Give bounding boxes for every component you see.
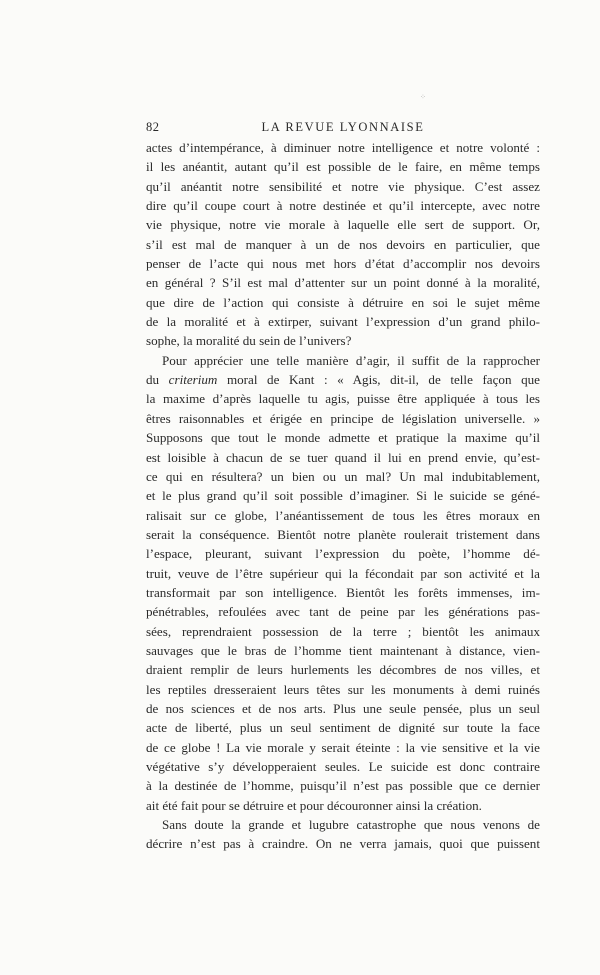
text-line: êtres raisonnables et érigée en principe de législation universelle. » [146, 410, 540, 426]
text-line: l’espace, pleurant, suivant l’expression du poète, l’homme dé- [146, 546, 540, 562]
text-line: dire qu’il coupe court à notre destinée et qu’il intercepte, avec notre [146, 198, 540, 214]
text-line: de nos sciences et de nos arts. Plus une seule pensée, plus un seul [146, 700, 540, 716]
text-line: Supposons que tout le monde admette et pratique la maxime qu’il [146, 430, 540, 446]
text-line: actes d’intempérance, à diminuer notre intelligence et notre volonté : [146, 140, 540, 155]
text-line: la maxime d’après laquelle tu agis, puisse être appliquée à tous les [146, 391, 540, 407]
text-line: à la destinée de l’homme, puisqu’il n’est pas possible que ce dernier [146, 778, 540, 794]
text-line: s’il est mal de manquer à un de nos devoirs en particulier, que [146, 236, 540, 252]
text-line: végétative s’y développeraient seules. Le suicide est donc contraire [146, 759, 540, 774]
text-line: sophe, la moralité du sein de l’univers? [146, 333, 352, 349]
text-line: sées, reprendraient possession de la terre ; bientôt les animaux [146, 623, 540, 639]
text-line: vie physique, notre vie morale à laquelle elle sert de support. Or, [146, 217, 540, 233]
text-line: ait été fait pour se détruire et pour découronner ainsi la création. [146, 797, 482, 813]
text-line: sauvages que le bras de l’homme tient maintenant à distance, vien- [146, 642, 540, 658]
ink-speck: ⁘ [420, 93, 426, 101]
text-line: les reptiles dresseraient leurs têtes sur les monuments à demi ruinés [146, 681, 540, 697]
text-line: truit, veuve de l’être supérieur qui la fécondait par son activité et la [146, 565, 540, 581]
text-line: Pour apprécier une telle manière d’agir, il suffit de la rapprocher [162, 352, 540, 368]
text-line: pénétrables, refoulées avec tant de peine par les générations pas- [146, 604, 540, 620]
text-line: acte de liberté, plus un seul sentiment de dignité sur toute la face [146, 720, 540, 736]
body-text [146, 138, 540, 854]
text-line: penser de l’acte qui nous met hors d’état d’accomplir nos devoirs [146, 256, 540, 272]
text-line: ralisait sur ce globe, l’anéantissement de tous les êtres moraux en [146, 507, 540, 523]
text-line: en général ? S’il est mal d’attenter sur un point donné à la moralité, [146, 275, 540, 291]
text-line: il les anéantit, autant qu’il est possible de le faire, en même temps [146, 159, 540, 175]
text-line: Sans doute la grande et lugubre catastrophe que nous venons de [162, 817, 540, 833]
italic-term: criterium [168, 372, 218, 388]
text-line-criterium: du criterium moral de Kant : « Agis, dit-il, de telle façon que [146, 372, 540, 388]
text-line: ce qui en résultera? un bien ou un mal? Un mal indubitablement, [146, 468, 540, 484]
text-line: de la moralité et à extirper, suivant l’expression d’un grand philo- [146, 314, 540, 330]
page-number: 82 [146, 120, 160, 134]
text-line: décrire n’est pas à craindre. On ne verra jamais, quoi que puissent [146, 836, 540, 852]
text-line: est loisible à chacun de se tuer quand il lui en prend envie, qu’est- [146, 449, 540, 465]
page-header [146, 120, 540, 138]
text-line: que dire de l’action qui consiste à détruire en soi le sujet même [146, 294, 540, 310]
running-title: LA REVUE LYONNAISE [261, 120, 425, 134]
text-line: serait la conséquence. Bientôt notre planète roulerait tristement dans [146, 526, 540, 542]
text-line: draient remplir de leurs hurlements les décombres de nos villes, et [146, 662, 540, 678]
text-line: et le plus grand qu’il soit possible d’imaginer. Si le suicide se géné- [146, 488, 540, 504]
text-line: de ce globe ! La vie morale y serait éteinte : la vie sensitive et la vie [146, 739, 540, 755]
text-line: transformait par son intelligence. Bientôt les forêts immenses, im- [146, 584, 540, 600]
text-line: qu’il anéantit notre sensibilité et notre vie physique. C’est assez [146, 178, 540, 194]
